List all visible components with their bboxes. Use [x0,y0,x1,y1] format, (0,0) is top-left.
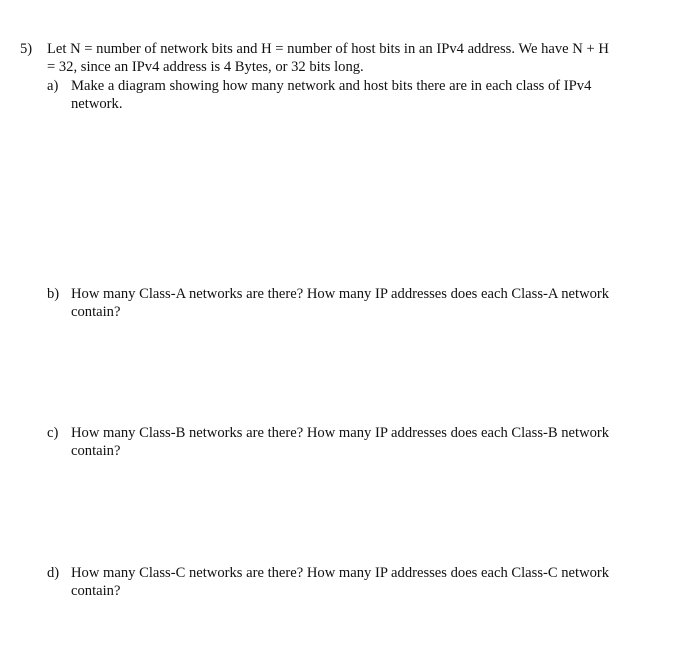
part-c-line-2: contain? [71,443,121,459]
part-b-letter: b) [47,286,60,302]
part-d-line-2: contain? [71,583,121,599]
part-a-text [71,77,671,113]
part-b-text [71,285,671,321]
part-c-line-1: How many Class-B networks are there? How many IP addresses does each Class-B network [71,425,610,441]
question-text-line-2: = 32, since an IPv4 address is 4 Bytes, or 32 bits long. [47,59,364,75]
part-c-letter: c) [47,425,59,441]
question-text-line-1: Let N = number of network bits and H = number of host bits in an IPv4 address. We have N + H [47,41,609,57]
part-b-line-1: How many Class-A networks are there? How many IP addresses does each Class-A network [71,286,610,302]
part-d-line-1: How many Class-C networks are there? How many IP addresses does each Class-C network [71,565,610,581]
part-d-text [71,564,671,600]
part-a-letter: a) [47,78,59,94]
part-c-text [71,424,671,460]
part-b-line-2: contain? [71,304,121,320]
part-d-letter: d) [47,565,60,581]
part-a-line-2: network. [71,96,123,112]
question-number: 5) [20,41,33,57]
part-a-line-1: Make a diagram showing how many network and host bits there are in each class of IPv4 [71,78,592,94]
